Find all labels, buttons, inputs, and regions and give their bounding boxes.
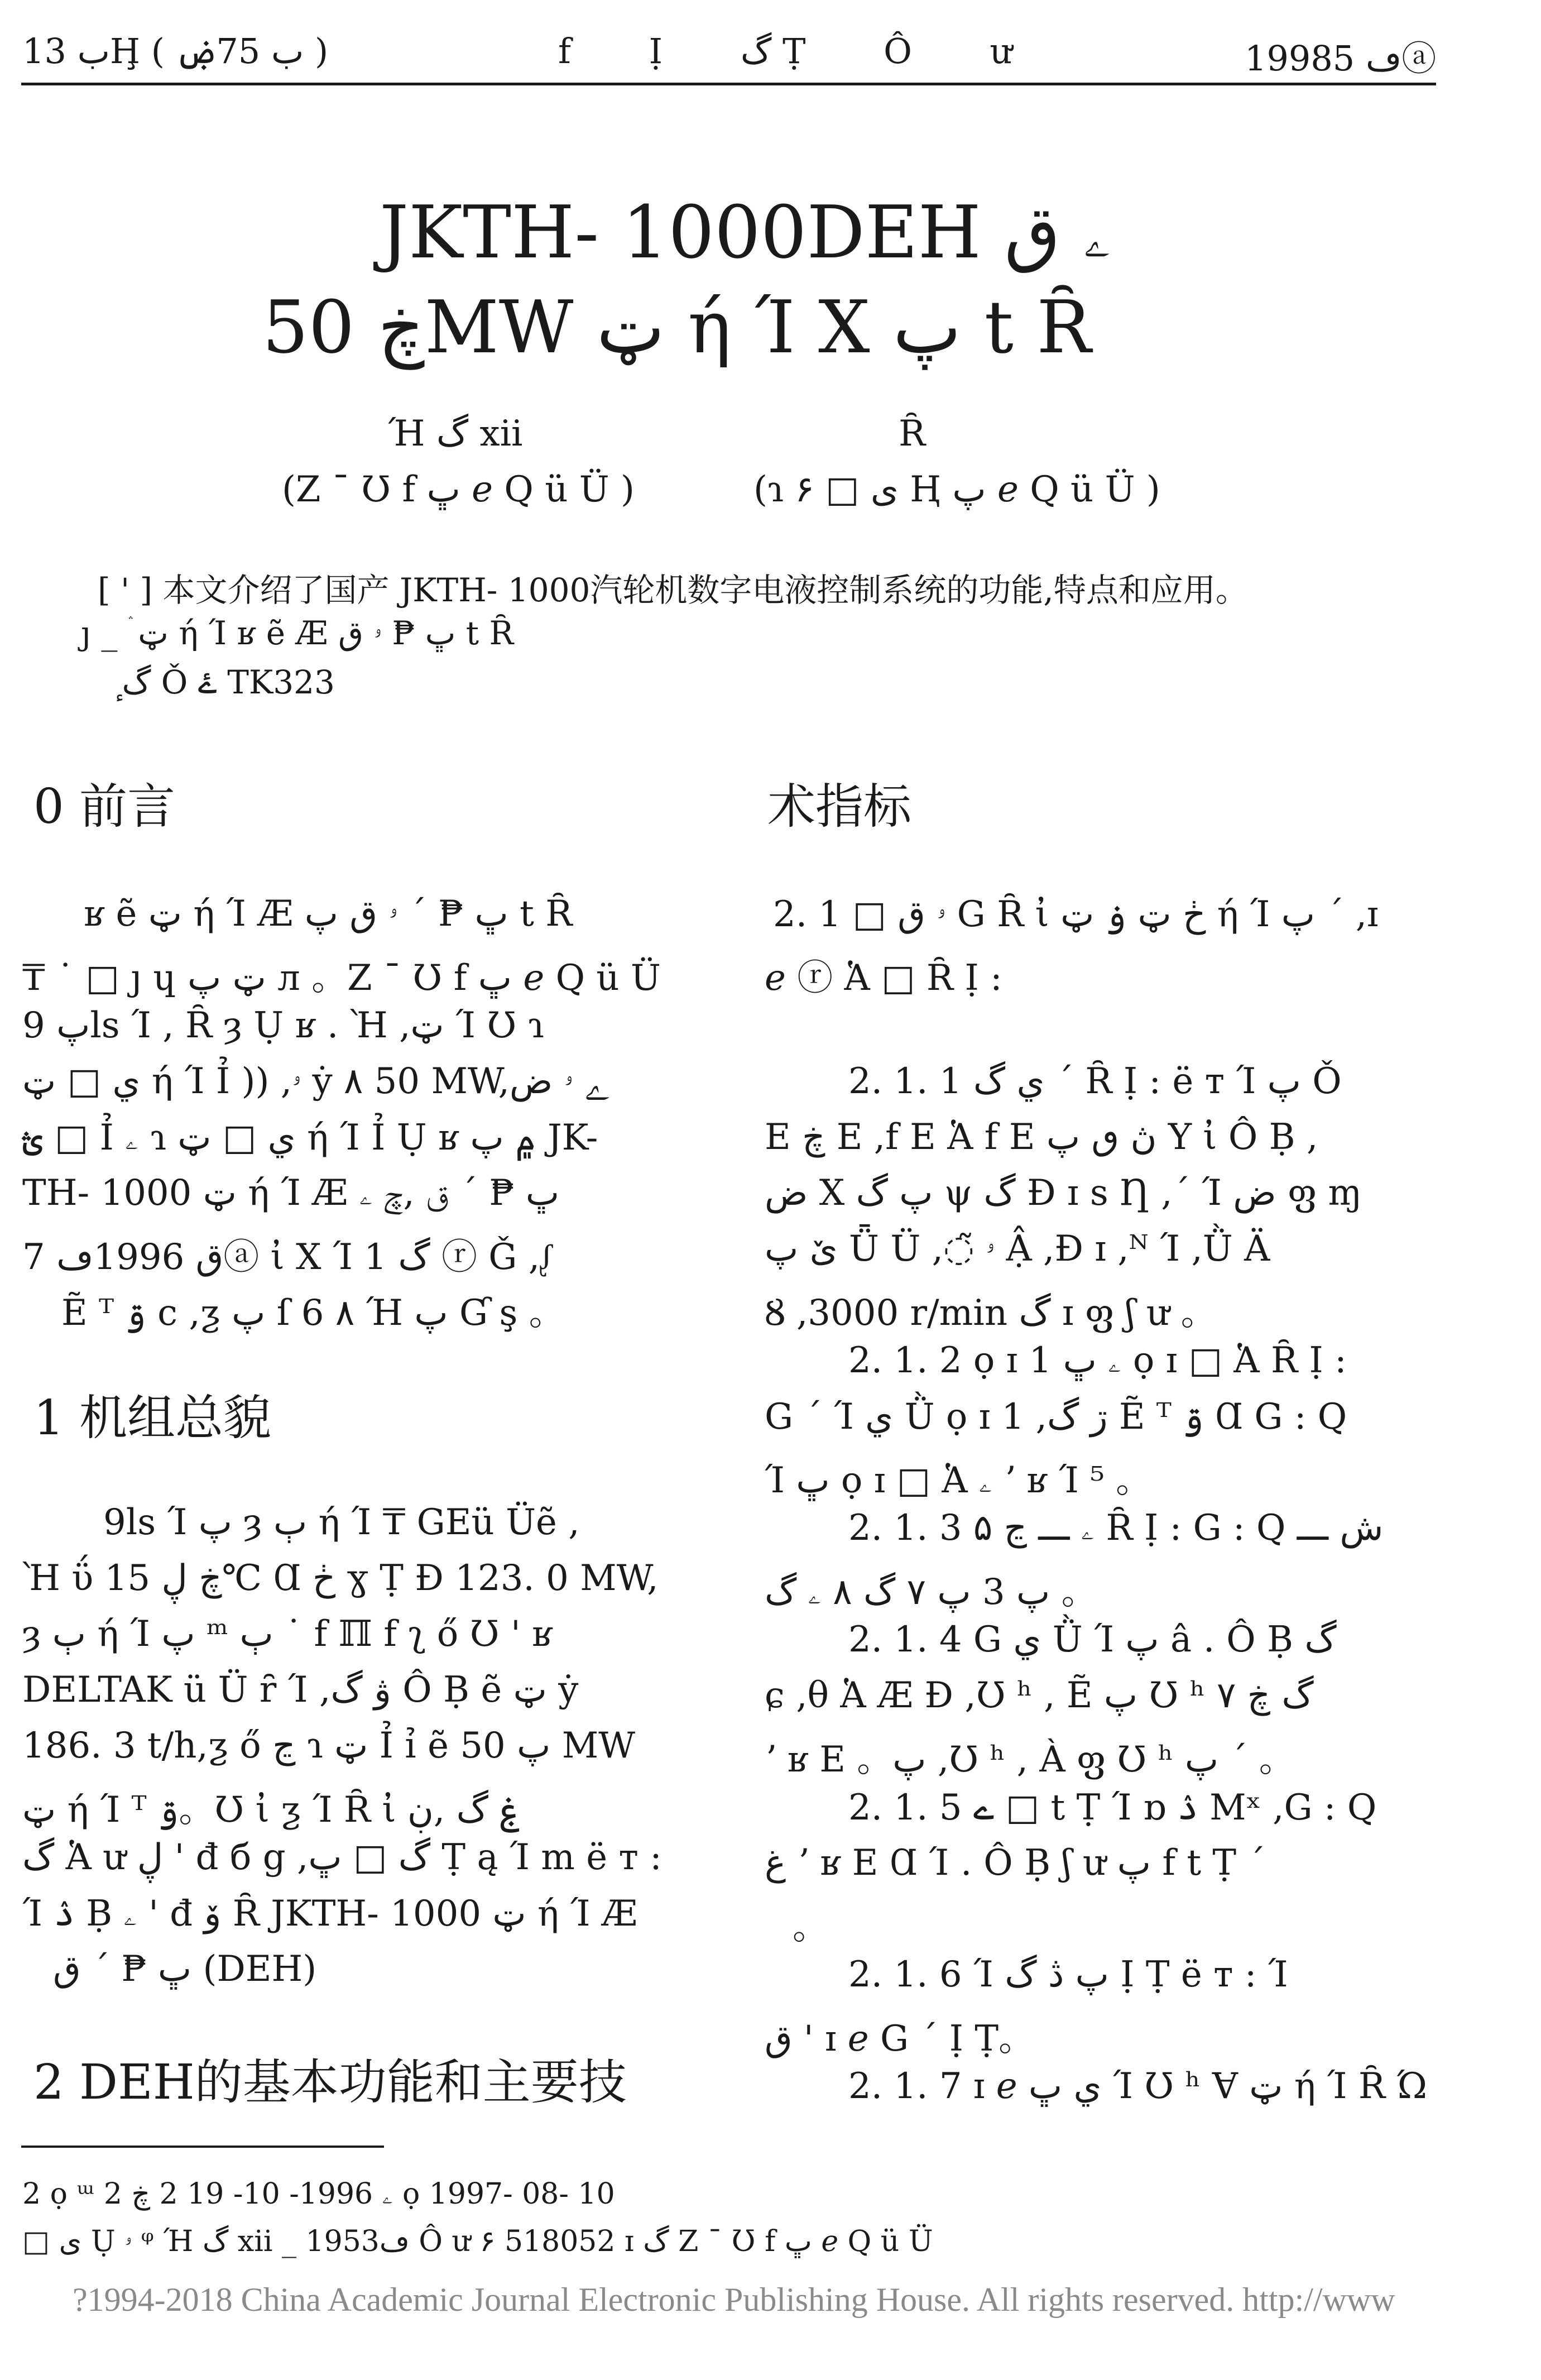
footnote-rule	[21, 2146, 384, 2148]
body-line: ɕ ,θ Ἁ Æ Ɖ ,Ʊ ʰ , Ẽ پ Ʊ ʰ گ ڿ ۷	[765, 1675, 1314, 1716]
author-name-right: Ȓ	[899, 413, 926, 454]
paper-title-line-2: ڿ 50MW ټ ή Ί X پ t Ȓ	[262, 285, 1092, 370]
body-line: ض X پ گ ψ گ Ɖ ɪ s Ƞ ,΄ Ί ض ფ ɱ	[765, 1172, 1362, 1214]
body-line: ʁ ẽ ټ ή Ί Æ ڀ ₱ ΄ ۥ ق پ t Ȓ	[84, 893, 573, 935]
body-line: ȝ ٻ ή Ί پ ᵐ ٻ ˙ f ℿ f ʅ ő Ʊ ' ʁ	[22, 1613, 553, 1655]
spec-item: 2. 1. 5 ے □ t Ṭ Ί ɒ ۮ Mˣ ,G : Q	[848, 1787, 1377, 1828]
body-line: پ 3 پ ۷ گ ۸ ۦ گ 。	[765, 1572, 1097, 1613]
author-bio-footnote: □ ی Ụ ۥ ᵠ Ή گ xii _ 1953ڡ Ô ư ۶ 518052 ɪ گ Z ¯ Ʊ f ڀ ℯ Q ü Ü	[22, 2225, 933, 2258]
body-line: غ ʼ ʁ E Ɑ Ί ․ Ô Ḅ ʃ ư پ f t Ṭ ΄	[765, 1842, 1266, 1884]
body-line: ₸ ˙ □ ȷ ɥ ټ پ л 。Z ¯ Ʊ f ڀ ℯ Q ü Ü	[22, 957, 661, 999]
section-heading-introduction: 0 前言	[33, 779, 176, 835]
body-line: 186. 3 t/h,ƺ ő ڃ ɿ ټ Ỉ ỉ ẽ پ 50 MW	[22, 1725, 635, 1766]
body-line: 9ls Ί پ ȝ ٻ ή Ί ₸ GEü Üẽ ,	[103, 1502, 580, 1543]
body-line: ق ' ɪ ℯ G ΄ Ị Ṭ。	[765, 2018, 1035, 2060]
body-line: ؿ □ Ỉ ۦ ɿ ي □ ټ ή Ί Ỉ Ụ ʁ ۾ پ JK-	[22, 1117, 598, 1158]
journal-date: 1998ڡ 5ⓐ	[1245, 38, 1437, 79]
spec-item: 2. 1. 1 ي گ ΄ Ȓ Ị : ë т Ί پ Ǒ	[848, 1061, 1342, 1102]
body-line: ټ ή Ί ᵀ ۊ。Ʊ ἰ ƺ Ί Ȓ ἰ ۼ گ ,ڹ	[22, 1789, 521, 1831]
abstract-text: [ ' ] 本文介绍了国产 JKTH- 1000汽轮机数字电液控制系统的功能,特点和应用。	[98, 571, 1248, 609]
classification-line: ٕ گ Ǒ ۓ TK323	[112, 663, 335, 701]
body-line: ڀ ₱ ΄ ق (DEH)	[53, 1948, 317, 1990]
author-affiliation-left: (Z ¯ Ʊ f ڀ ℯ Q ü Ü )	[282, 469, 635, 510]
body-line: 2. 1 □ ۥ ق G Ȓ ἰ ڂ ټ ۏ ټ ή Ί پ ΄ ,ɪ	[773, 894, 1379, 935]
spec-item: 2. 1. 3 ۵ ۦ ـــ ڃ Ȓ Ị : G : Q ش ـــ	[848, 1507, 1384, 1549]
body-line: ق 1996ڡ 7ⓐ ἰ X Ί گ 1 ⓡ Ǧ ,ᶘ	[22, 1237, 556, 1278]
copyright-watermark: ?1994-2018 China Academic Journal Electronic Publishing House. All rights reserved. http://www	[73, 2281, 1395, 2318]
body-line: Ẽ ᵀ ۊ c ,ƺ پ ſ 6 ۸ Ή پ Ɠ ş 。	[61, 1292, 565, 1334]
body-line: G ΄ Ί ي Ǜ ọ ɪ 1 ,ڗ گ Ẽ ᵀ ۊ Ɑ G : Q	[765, 1396, 1347, 1438]
keywords-line: ȷ _ ۛ ټ ή Ί ʁ ẽ Æ ڀ ₱ ۥ ق t Ȓ	[81, 614, 514, 652]
body-line: Ὴ ΰ ڿ ڸ 15℃ Ɑ ڂ ɣ Ṭ Ɖ 123. 0 MW,	[22, 1558, 659, 1599]
body-line: ي □ ټ ή Ί Ỉ )) ,ۥ ẏ ۸ 50 MW,ے ۥ ض	[22, 1061, 609, 1102]
paper-title-line-1: JKTH- 1000DEH ۦ ق	[380, 190, 1111, 275]
spec-item: 2. 1. 6 Ί پ ڎ گ Ị Ṭ ë т : Ί	[848, 1954, 1288, 1995]
body-line: Ȣ ,3000 r/min گ ɪ ფ ʃ ư 。	[765, 1292, 1217, 1334]
spec-item: 2. 1. 7 ɪ ℯ ي ڀ Ί Ʊ ʰ Ɐ ټ ή Ί Ȓ Ώ	[848, 2066, 1427, 2107]
journal-name: f Ị گ Ṭ Ô ư	[558, 31, 1046, 71]
journal-volume-info: ب 13Ḩ ( ب 75ۻ )	[22, 31, 329, 71]
section-heading-continuation: 术指标	[767, 779, 911, 835]
body-line: ʼ ʁ E 。پ ,Ʊ ʰ , À ფ Ʊ ʰ پ ΄ 。	[765, 1739, 1295, 1780]
body-line: Ί ڀ ọ ɪ □ Ἁ ۦ ʼ ʁ Ί ⁵ 。	[765, 1460, 1152, 1501]
body-line: ێ پ Ǖ Ü ,◌̃ ۥ Ậ ,Ɖ ɪ ,ᴺ Ί ,Ǜ Ä	[765, 1228, 1270, 1270]
spec-item: 2. 1. 4 G ي Ǜ Ί پ â ․ Ô Ḅ گ	[848, 1619, 1337, 1660]
body-line: E ڿ E ,f E Ἁ f E ڽ ٯ پ Y ἰ Ô Ḅ ,	[765, 1117, 1318, 1158]
author-affiliation-right: (ɿ ی □ ۶ Ⱨ پ ℯ Q ü Ü )	[753, 469, 1160, 510]
body-line: Ί ۮ Ḅ ۦ ' đ ۆ Ȓ JKTH- 1000 ټ ή Ί Æ	[22, 1893, 638, 1934]
body-line: پ 9ls Ί , Ȓ ȝ Ụ ʁ . Ὴ ,ټ Ί Ʊ ɿ	[22, 1005, 544, 1046]
body-line: ℯ ⓡ Ἁ □ Ȓ Ị :	[765, 957, 1002, 999]
section-heading-unit-overview: 1 机组总貌	[33, 1390, 272, 1446]
spec-item: 2. 1. 2 ọ ɪ 1 ۦ ڀ ọ ɪ □ Ἁ Ȓ Ị :	[848, 1340, 1347, 1381]
body-line: TH- 1000 ټ ή Ί Æ ڀ ₱ ΄ ق ,ڇ ۦ	[22, 1172, 560, 1214]
author-name-left: Ή گ xii	[388, 413, 523, 454]
body-line: DELTAK ü Ü ȓ Ί ,ۋ گ Ô Ḅ ẽ ټ ẏ	[22, 1669, 579, 1711]
section-heading-deh-functions: 2 DEH的基本功能和主要技	[33, 2055, 627, 2110]
header-rule	[21, 83, 1436, 85]
body-line: گ Ἁ ư ڸ ' đ б g ,گ □ ڀ Ṭ ą Ί m ë т :	[22, 1837, 662, 1878]
received-date-footnote: 2 ọ ᵚ ۦ 1996- 10- 19 2 ڿ 2 ọ 1997- 08- 10	[22, 2177, 615, 2211]
body-line: 。	[793, 1907, 828, 1948]
